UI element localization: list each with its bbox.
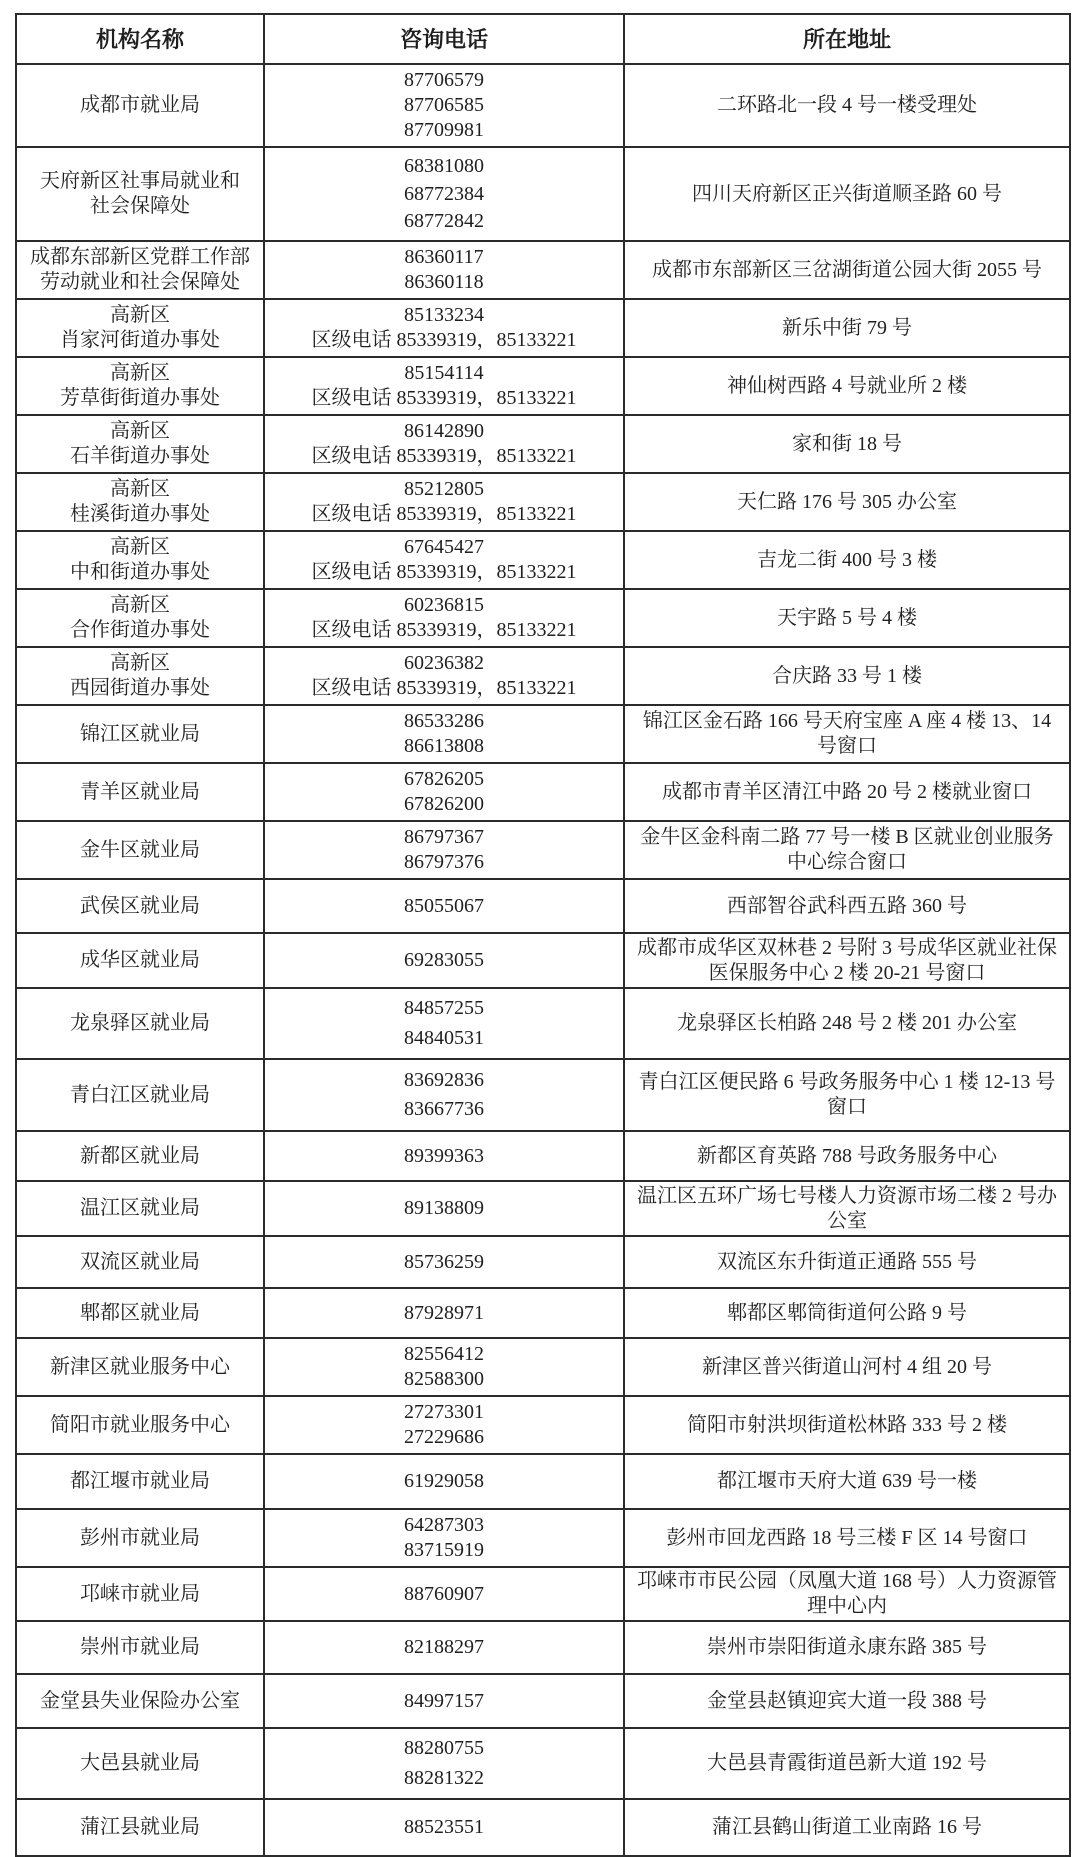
phone-number: 82556412: [404, 1343, 484, 1365]
org-name-cell: [17, 1622, 265, 1675]
address-text: 成都市青羊区清江中路 20 号 2 楼就业窗口: [662, 780, 1032, 803]
phone-cell: [265, 65, 625, 148]
org-name-line: 武侯区就业局: [80, 894, 200, 917]
org-name-line: 温江区就业局: [80, 1197, 200, 1219]
phone-number: 87928971: [404, 1301, 484, 1324]
address-text: 天仁路 176 号 305 办公室: [737, 490, 957, 513]
phone-number: 88280755: [404, 1737, 484, 1760]
phone-number: 区级电话 85339319，85133221: [311, 503, 577, 525]
org-name-cell: [17, 474, 265, 532]
phone-number: 89138809: [404, 1197, 484, 1219]
org-name-line: 西园街道办事处: [70, 677, 210, 699]
address-cell: [625, 648, 1071, 706]
address-text: 金牛区金科南二路 77 号一楼 B 区就业创业服务中心综合窗口: [640, 826, 1054, 873]
address-cell: [625, 242, 1071, 300]
address-cell: [625, 1237, 1071, 1289]
address-cell: [625, 1622, 1071, 1675]
phone-number: 69283055: [404, 949, 484, 971]
phone-number: 86797376: [404, 851, 484, 873]
phone-number: 85154114: [404, 362, 484, 384]
org-name-cell: [17, 934, 265, 989]
phone-number: 83667736: [404, 1098, 484, 1121]
address-cell: [625, 1510, 1071, 1568]
phone-cell: [265, 1289, 625, 1339]
phone-number: 68772384: [404, 182, 484, 205]
org-name-line: 合作街道办事处: [70, 619, 210, 641]
phone-cell: [265, 1060, 625, 1132]
address-cell: [625, 1729, 1071, 1800]
phone-number: 89399363: [404, 1144, 484, 1167]
phone-number: 60236382: [404, 652, 484, 674]
address-cell: [625, 880, 1071, 934]
org-name-cell: [17, 1455, 265, 1510]
phone-number: 86533286: [404, 710, 484, 732]
org-name-line: 郫都区就业局: [80, 1301, 200, 1324]
org-name-line: 新津区就业服务中心: [50, 1355, 230, 1378]
phone-number: 86797367: [404, 826, 484, 848]
phone-number: 27273301: [404, 1401, 484, 1423]
phone-cell: [265, 1237, 625, 1289]
org-name-line: 成华区就业局: [80, 949, 200, 971]
address-cell: [625, 416, 1071, 474]
address-text: 成都市东部新区三岔湖街道公园大街 2055 号: [652, 258, 1042, 281]
org-name-line: 都江堰市就业局: [70, 1470, 210, 1492]
phone-number: 87706579: [404, 69, 484, 91]
address-text: 家和街 18 号: [792, 432, 902, 455]
address-text: 新都区育英路 788 号政务服务中心: [697, 1144, 997, 1167]
org-name-cell: [17, 358, 265, 416]
org-name-line: 中和街道办事处: [70, 561, 210, 583]
org-name-line: 高新区: [110, 536, 170, 558]
org-name-line: 崇州市就业局: [80, 1636, 200, 1658]
phone-number: 68381080: [404, 154, 484, 177]
address-text: 彭州市回龙西路 18 号三楼 F 区 14 号窗口: [666, 1526, 1028, 1549]
phone-number: 83715919: [404, 1539, 484, 1561]
phone-number: 68772842: [404, 210, 484, 233]
phone-cell: [265, 880, 625, 934]
phone-cell: [265, 1568, 625, 1622]
address-cell: [625, 1800, 1071, 1857]
phone-cell: [265, 474, 625, 532]
phone-number: 84840531: [404, 1026, 484, 1049]
org-name-cell: [17, 1237, 265, 1289]
org-name-cell: [17, 1339, 265, 1397]
org-name-cell: [17, 1289, 265, 1339]
org-name-cell: [17, 1060, 265, 1132]
phone-cell: [265, 300, 625, 358]
org-name-line: 蒲江县就业局: [80, 1816, 200, 1838]
address-text: 都江堰市天府大道 639 号一楼: [717, 1470, 977, 1492]
org-name-cell: [17, 989, 265, 1060]
org-name-cell: [17, 532, 265, 590]
org-name-cell: [17, 648, 265, 706]
address-text: 崇州市崇阳街道永康东路 385 号: [707, 1636, 987, 1658]
org-name-line: 新都区就业局: [80, 1144, 200, 1167]
org-contact-table: [15, 13, 1071, 1857]
phone-number: 84857255: [404, 997, 484, 1020]
address-cell: [625, 1675, 1071, 1729]
address-cell: [625, 358, 1071, 416]
phone-number: 82188297: [404, 1636, 484, 1658]
phone-number: 88760907: [404, 1582, 484, 1605]
address-text: 新乐中街 79 号: [782, 316, 912, 339]
address-cell: [625, 706, 1071, 764]
org-name-line: 龙泉驿区就业局: [70, 1012, 210, 1034]
phone-number: 85055067: [404, 894, 484, 917]
address-cell: [625, 822, 1071, 880]
address-cell: [625, 532, 1071, 590]
address-text: 双流区东升街道正通路 555 号: [717, 1250, 977, 1273]
address-cell: [625, 474, 1071, 532]
phone-number: 85736259: [404, 1250, 484, 1273]
org-name-line: 劳动就业和社会保障处: [40, 271, 240, 293]
org-name-cell: [17, 706, 265, 764]
address-text: 成都市成华区双林巷 2 号附 3 号成华区就业社保医保服务中心 2 楼 20-21 号窗口: [637, 936, 1057, 984]
address-cell: [625, 1289, 1071, 1339]
phone-number: 区级电话 85339319，85133221: [311, 387, 577, 409]
org-name-cell: [17, 1675, 265, 1729]
address-text: 大邑县青霞街道邑新大道 192 号: [707, 1752, 987, 1774]
org-name-cell: [17, 1132, 265, 1182]
phone-cell: [265, 1675, 625, 1729]
address-text: 神仙树西路 4 号就业所 2 楼: [727, 374, 967, 397]
address-text: 锦江区金石路 166 号天府宝座 A 座 4 楼 13、14 号窗口: [642, 710, 1052, 757]
org-name-line: 高新区: [110, 420, 170, 442]
org-name-line: 金堂县失业保险办公室: [40, 1689, 240, 1712]
address-cell: [625, 934, 1071, 989]
phone-cell: [265, 532, 625, 590]
address-cell: [625, 1132, 1071, 1182]
org-name-line: 金牛区就业局: [80, 838, 200, 861]
phone-number: 61929058: [404, 1470, 484, 1492]
phone-number: 87706585: [404, 94, 484, 116]
org-name-cell: [17, 822, 265, 880]
org-name-line: 双流区就业局: [80, 1250, 200, 1273]
phone-number: 67826200: [404, 793, 484, 815]
phone-number: 67645427: [404, 536, 484, 558]
phone-cell: [265, 416, 625, 474]
org-name-line: 高新区: [110, 652, 170, 674]
phone-number: 82588300: [404, 1368, 484, 1390]
org-name-line: 简阳市就业服务中心: [50, 1413, 230, 1436]
phone-cell: [265, 590, 625, 648]
org-name-cell: [17, 300, 265, 358]
phone-number: 84997157: [404, 1689, 484, 1712]
org-name-line: 社会保障处: [90, 195, 190, 217]
address-cell: [625, 1455, 1071, 1510]
phone-cell: [265, 989, 625, 1060]
org-name-line: 天府新区社事局就业和: [40, 170, 240, 192]
org-name-line: 高新区: [110, 362, 170, 384]
org-name-cell: [17, 590, 265, 648]
org-name-cell: [17, 242, 265, 300]
org-name-cell: [17, 1510, 265, 1568]
org-name-line: 成都市就业局: [80, 94, 200, 116]
phone-cell: [265, 1132, 625, 1182]
phone-number: 86613808: [404, 735, 484, 757]
org-name-line: 成都东部新区党群工作部: [30, 246, 250, 268]
phone-cell: [265, 1622, 625, 1675]
org-name-cell: [17, 1397, 265, 1455]
org-name-line: 高新区: [110, 594, 170, 616]
address-text: 龙泉驿区长柏路 248 号 2 楼 201 办公室: [677, 1012, 1017, 1034]
phone-number: 区级电话 85339319，85133221: [311, 677, 577, 699]
address-cell: [625, 1568, 1071, 1622]
address-text: 合庆路 33 号 1 楼: [772, 664, 922, 687]
phone-cell: [265, 1800, 625, 1857]
address-text: 天宇路 5 号 4 楼: [777, 606, 917, 629]
phone-number: 区级电话 85339319，85133221: [311, 561, 577, 583]
phone-cell: [265, 242, 625, 300]
phone-cell: [265, 1339, 625, 1397]
org-name-cell: [17, 148, 265, 242]
phone-number: 88523551: [404, 1816, 484, 1838]
phone-cell: [265, 1510, 625, 1568]
address-text: 二环路北一段 4 号一楼受理处: [717, 94, 977, 116]
phone-number: 85212805: [404, 478, 484, 500]
org-name-line: 石羊街道办事处: [70, 445, 210, 467]
address-cell: [625, 148, 1071, 242]
column-header-org-name: 机构名称: [17, 15, 265, 65]
org-name-cell: [17, 764, 265, 822]
phone-number: 87709981: [404, 119, 484, 141]
org-name-cell: [17, 880, 265, 934]
phone-cell: [265, 148, 625, 242]
phone-cell: [265, 934, 625, 989]
phone-cell: [265, 822, 625, 880]
phone-cell: [265, 1397, 625, 1455]
address-text: 四川天府新区正兴街道顺圣路 60 号: [692, 182, 1002, 205]
phone-number: 60236815: [404, 594, 484, 616]
org-name-line: 锦江区就业局: [80, 722, 200, 745]
org-name-cell: [17, 1729, 265, 1800]
org-name-line: 邛崃市就业局: [80, 1582, 200, 1605]
org-name-line: 肖家河街道办事处: [60, 329, 220, 351]
address-cell: [625, 1397, 1071, 1455]
phone-cell: [265, 764, 625, 822]
phone-number: 64287303: [404, 1514, 484, 1536]
address-cell: [625, 1182, 1071, 1237]
address-cell: [625, 989, 1071, 1060]
org-name-line: 大邑县就业局: [80, 1752, 200, 1774]
phone-number: 区级电话 85339319，85133221: [311, 445, 577, 467]
address-cell: [625, 1339, 1071, 1397]
org-name-cell: [17, 1568, 265, 1622]
column-header-phone: 咨询电话: [265, 15, 625, 65]
address-cell: [625, 65, 1071, 148]
org-name-line: 高新区: [110, 478, 170, 500]
phone-number: 86360118: [404, 271, 484, 293]
phone-number: 85133234: [404, 304, 484, 326]
org-name-line: 青羊区就业局: [80, 780, 200, 803]
address-text: 青白江区便民路 6 号政务服务中心 1 楼 12-13 号窗口: [638, 1071, 1056, 1118]
phone-number: 27229686: [404, 1426, 484, 1448]
phone-cell: [265, 1455, 625, 1510]
org-name-cell: [17, 65, 265, 148]
address-text: 邛崃市市民公园（凤凰大道 168 号）人力资源管理中心内: [637, 1570, 1057, 1617]
address-cell: [625, 764, 1071, 822]
column-header-address: 所在地址: [625, 15, 1071, 65]
org-name-line: 桂溪街道办事处: [70, 503, 210, 525]
address-text: 郫都区郫筒街道何公路 9 号: [727, 1301, 967, 1324]
address-text: 吉龙二街 400 号 3 楼: [757, 548, 937, 571]
org-name-cell: [17, 1800, 265, 1857]
phone-cell: [265, 1182, 625, 1237]
address-text: 温江区五环广场七号楼人力资源市场二楼 2 号办公室: [637, 1184, 1057, 1232]
address-text: 金堂县赵镇迎宾大道一段 388 号: [707, 1689, 987, 1712]
org-name-line: 芳草街街道办事处: [60, 387, 220, 409]
org-name-cell: [17, 416, 265, 474]
phone-number: 83692836: [404, 1068, 484, 1091]
phone-cell: [265, 1729, 625, 1800]
phone-cell: [265, 706, 625, 764]
org-name-cell: [17, 1182, 265, 1237]
address-cell: [625, 590, 1071, 648]
address-text: 简阳市射洪坝街道松林路 333 号 2 楼: [687, 1413, 1007, 1436]
address-text: 新津区普兴街道山河村 4 组 20 号: [702, 1355, 992, 1378]
phone-number: 67826205: [404, 768, 484, 790]
address-text: 西部智谷武科西五路 360 号: [727, 894, 967, 917]
phone-number: 区级电话 85339319，85133221: [311, 329, 577, 351]
phone-number: 88281322: [404, 1766, 484, 1789]
address-cell: [625, 300, 1071, 358]
phone-number: 区级电话 85339319，85133221: [311, 619, 577, 641]
phone-number: 86142890: [404, 420, 484, 442]
org-name-line: 高新区: [110, 304, 170, 326]
address-text: 蒲江县鹤山街道工业南路 16 号: [712, 1816, 982, 1838]
phone-cell: [265, 648, 625, 706]
address-cell: [625, 1060, 1071, 1132]
phone-cell: [265, 358, 625, 416]
org-name-line: 青白江区就业局: [70, 1083, 210, 1106]
phone-number: 86360117: [404, 246, 484, 268]
org-name-line: 彭州市就业局: [80, 1526, 200, 1549]
